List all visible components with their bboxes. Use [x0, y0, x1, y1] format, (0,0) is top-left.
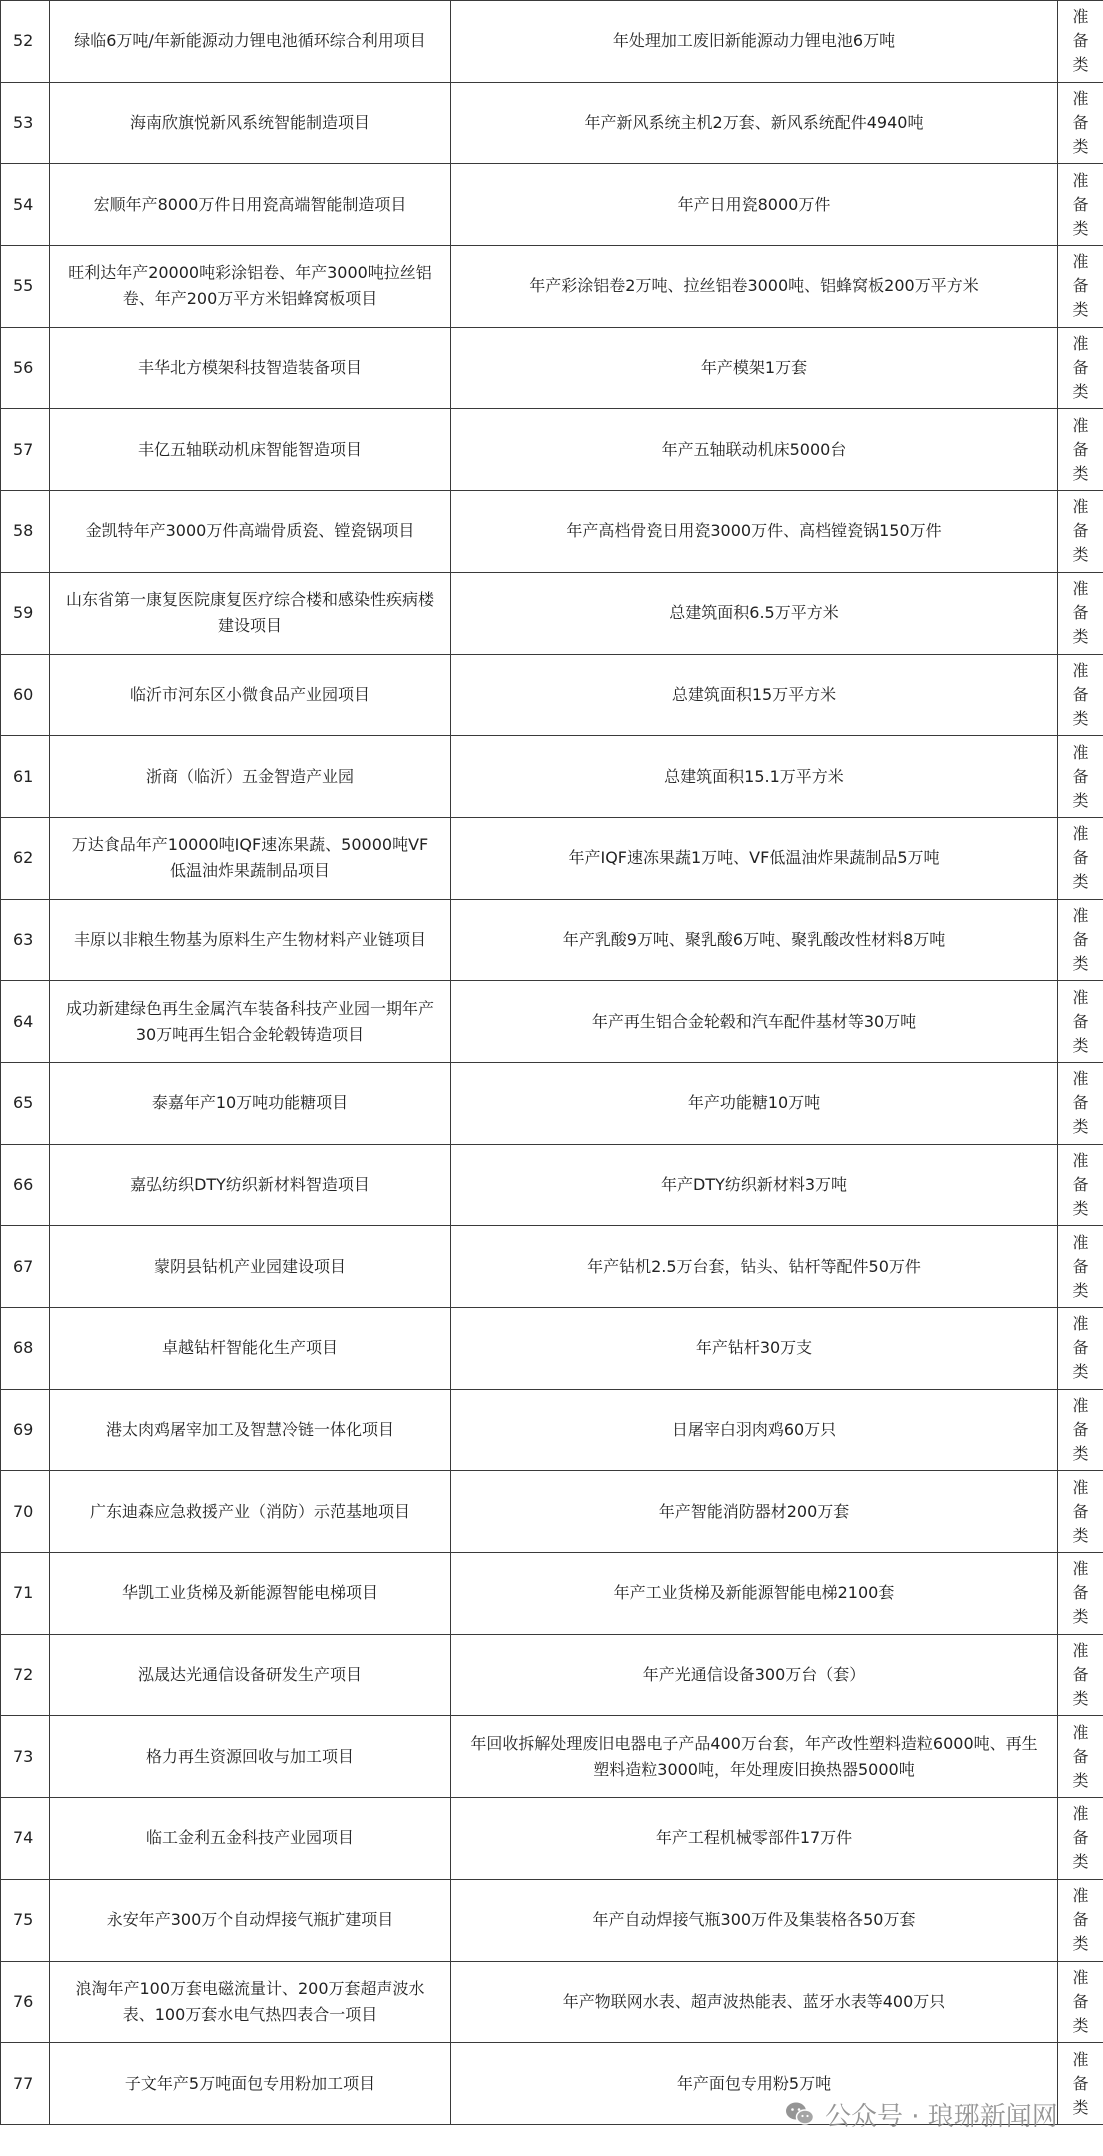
table-row — [1, 491, 1103, 573]
category-label: 准备类 — [1072, 1150, 1089, 1218]
project-name: 蒙阴县钻机产业园建设项目 — [50, 1226, 451, 1308]
row-number: 68 — [1, 1308, 50, 1390]
table-row — [1, 2043, 1103, 2125]
category-label: 准备类 — [1072, 170, 1089, 238]
row-number: 58 — [1, 491, 50, 573]
row-number: 76 — [1, 1961, 50, 2043]
project-name: 绿临6万吨/年新能源动力锂电池循环综合利用项目 — [50, 1, 451, 83]
table-row — [1, 1961, 1103, 2043]
construction-content: 年产工业货梯及新能源智能电梯2100套 — [451, 1553, 1058, 1635]
category-label: 准备类 — [1072, 660, 1089, 728]
project-category — [1058, 1798, 1103, 1880]
category-label: 准备类 — [1072, 2049, 1089, 2117]
table-row — [1, 654, 1103, 736]
row-number: 57 — [1, 409, 50, 491]
project-category — [1058, 164, 1103, 246]
construction-content: 年产钻机2.5万台套，钻头、钻杆等配件50万件 — [451, 1226, 1058, 1308]
project-name: 卓越钻杆智能化生产项目 — [50, 1308, 451, 1390]
row-number: 67 — [1, 1226, 50, 1308]
project-category — [1058, 246, 1103, 328]
row-number: 64 — [1, 981, 50, 1063]
construction-content: 年产物联网水表、超声波热能表、蓝牙水表等400万只 — [451, 1961, 1058, 2043]
construction-content: 年产彩涂铝卷2万吨、拉丝铝卷3000吨、铝蜂窝板200万平方米 — [451, 246, 1058, 328]
category-label: 准备类 — [1072, 1559, 1089, 1627]
table-row — [1, 1634, 1103, 1716]
table-row — [1, 1, 1103, 83]
project-name: 临工金利五金科技产业园项目 — [50, 1798, 451, 1880]
table-row — [1, 981, 1103, 1063]
construction-content: 年产钻杆30万支 — [451, 1308, 1058, 1390]
project-name: 泓晟达光通信设备研发生产项目 — [50, 1634, 451, 1716]
project-name: 永安年产300万个自动焊接气瓶扩建项目 — [50, 1879, 451, 1961]
table-row — [1, 572, 1103, 654]
project-category — [1058, 817, 1103, 899]
row-number: 62 — [1, 817, 50, 899]
project-name: 丰华北方模架科技智造装备项目 — [50, 327, 451, 409]
project-name: 浙商（临沂）五金智造产业园 — [50, 736, 451, 818]
table-row — [1, 409, 1103, 491]
project-name: 万达食品年产10000吨IQF速冻果蔬、50000吨VF低温油炸果蔬制品项目 — [50, 817, 451, 899]
category-label: 准备类 — [1072, 334, 1089, 402]
row-number: 60 — [1, 654, 50, 736]
row-number: 71 — [1, 1553, 50, 1635]
row-number: 53 — [1, 82, 50, 164]
watermark-text: 公众号 · 琅琊新闻网 — [825, 2101, 1058, 2132]
project-name: 山东省第一康复医院康复医疗综合楼和感染性疾病楼建设项目 — [50, 572, 451, 654]
row-number: 74 — [1, 1798, 50, 1880]
category-label: 准备类 — [1072, 1314, 1089, 1382]
row-number: 73 — [1, 1716, 50, 1798]
category-label: 准备类 — [1072, 89, 1089, 157]
table-row — [1, 1716, 1103, 1798]
construction-content: 年产五轴联动机床5000台 — [451, 409, 1058, 491]
construction-content: 年产自动焊接气瓶300万件及集装格各50万套 — [451, 1879, 1058, 1961]
construction-content: 年产面包专用粉5万吨 — [451, 2043, 1058, 2125]
project-category — [1058, 1553, 1103, 1635]
construction-content: 日屠宰白羽肉鸡60万只 — [451, 1389, 1058, 1471]
project-category — [1058, 1634, 1103, 1716]
category-label: 准备类 — [1072, 1477, 1089, 1545]
category-label: 准备类 — [1072, 742, 1089, 810]
project-name: 子文年产5万吨面包专用粉加工项目 — [50, 2043, 451, 2125]
construction-content: 年产工程机械零部件17万件 — [451, 1798, 1058, 1880]
construction-content: 年产智能消防器材200万套 — [451, 1471, 1058, 1553]
table-body — [1, 1, 1103, 2125]
category-label: 准备类 — [1072, 497, 1089, 565]
project-name: 成功新建绿色再生金属汽车装备科技产业园一期年产30万吨再生铝合金轮毂铸造项目 — [50, 981, 451, 1063]
row-number: 52 — [1, 1, 50, 83]
construction-content: 年产光通信设备300万台（套） — [451, 1634, 1058, 1716]
table-row — [1, 899, 1103, 981]
row-number: 63 — [1, 899, 50, 981]
construction-content: 总建筑面积6.5万平方米 — [451, 572, 1058, 654]
project-name: 嘉弘纺织DTY纺织新材料智造项目 — [50, 1144, 451, 1226]
project-category — [1058, 409, 1103, 491]
table-row — [1, 1144, 1103, 1226]
category-label: 准备类 — [1072, 7, 1089, 75]
project-category — [1058, 1471, 1103, 1553]
project-name: 泰嘉年产10万吨功能糖项目 — [50, 1062, 451, 1144]
row-number: 70 — [1, 1471, 50, 1553]
project-category — [1058, 1716, 1103, 1798]
table-row — [1, 1308, 1103, 1390]
row-number: 69 — [1, 1389, 50, 1471]
project-category — [1058, 1308, 1103, 1390]
project-category — [1058, 2043, 1103, 2125]
project-category — [1058, 736, 1103, 818]
construction-content: 年产高档骨瓷日用瓷3000万件、高档镗瓷锅150万件 — [451, 491, 1058, 573]
project-name: 海南欣旗悦新风系统智能制造项目 — [50, 82, 451, 164]
project-name: 丰原以非粮生物基为原料生产生物材料产业链项目 — [50, 899, 451, 981]
project-name: 旺利达年产20000吨彩涂铝卷、年产3000吨拉丝铝卷、年产200万平方米铝蜂窝板项目 — [50, 246, 451, 328]
category-label: 准备类 — [1072, 1396, 1089, 1464]
category-label: 准备类 — [1072, 579, 1089, 647]
project-name: 华凯工业货梯及新能源智能电梯项目 — [50, 1553, 451, 1635]
row-number: 54 — [1, 164, 50, 246]
row-number: 65 — [1, 1062, 50, 1144]
row-number: 72 — [1, 1634, 50, 1716]
project-name: 港太肉鸡屠宰加工及智慧冷链一体化项目 — [50, 1389, 451, 1471]
category-label: 准备类 — [1072, 415, 1089, 483]
construction-content: 年回收拆解处理废旧电器电子产品400万台套，年产改性塑料造粒6000吨、再生塑料造粒3000吨，年处理废旧换热器5000吨 — [451, 1716, 1058, 1798]
table-row — [1, 1553, 1103, 1635]
construction-content: 年产乳酸9万吨、聚乳酸6万吨、聚乳酸改性材料8万吨 — [451, 899, 1058, 981]
project-category — [1058, 1389, 1103, 1471]
table-row — [1, 1879, 1103, 1961]
project-category — [1058, 1144, 1103, 1226]
table-row — [1, 327, 1103, 409]
construction-content: 年产日用瓷8000万件 — [451, 164, 1058, 246]
project-category — [1058, 491, 1103, 573]
construction-content: 年产IQF速冻果蔬1万吨、VF低温油炸果蔬制品5万吨 — [451, 817, 1058, 899]
row-number: 55 — [1, 246, 50, 328]
row-number: 59 — [1, 572, 50, 654]
project-name: 浪淘年产100万套电磁流量计、200万套超声波水表、100万套水电气热四表合一项目 — [50, 1961, 451, 2043]
table-row — [1, 817, 1103, 899]
construction-content: 年处理加工废旧新能源动力锂电池6万吨 — [451, 1, 1058, 83]
project-category — [1058, 1961, 1103, 2043]
construction-content: 总建筑面积15.1万平方米 — [451, 736, 1058, 818]
construction-content: 总建筑面积15万平方米 — [451, 654, 1058, 736]
row-number: 75 — [1, 1879, 50, 1961]
table-row — [1, 246, 1103, 328]
project-name: 格力再生资源回收与加工项目 — [50, 1716, 451, 1798]
project-name: 金凯特年产3000万件高端骨质瓷、镗瓷锅项目 — [50, 491, 451, 573]
category-label: 准备类 — [1072, 905, 1089, 973]
row-number: 56 — [1, 327, 50, 409]
project-category — [1058, 1879, 1103, 1961]
table-row — [1, 1062, 1103, 1144]
category-label: 准备类 — [1072, 1069, 1089, 1137]
table-row — [1, 1798, 1103, 1880]
table-row — [1, 1389, 1103, 1471]
category-label: 准备类 — [1072, 1641, 1089, 1709]
project-category — [1058, 572, 1103, 654]
category-label: 准备类 — [1072, 1804, 1089, 1872]
table-row — [1, 82, 1103, 164]
category-label: 准备类 — [1072, 987, 1089, 1055]
table-row — [1, 164, 1103, 246]
category-label: 准备类 — [1072, 1967, 1089, 2035]
project-name: 丰亿五轴联动机床智能智造项目 — [50, 409, 451, 491]
project-name: 宏顺年产8000万件日用瓷高端智能制造项目 — [50, 164, 451, 246]
category-label: 准备类 — [1072, 1722, 1089, 1790]
project-category — [1058, 1226, 1103, 1308]
construction-content: 年产功能糖10万吨 — [451, 1062, 1058, 1144]
table-row — [1, 1471, 1103, 1553]
construction-content: 年产再生铝合金轮毂和汽车配件基材等30万吨 — [451, 981, 1058, 1063]
row-number: 61 — [1, 736, 50, 818]
project-category — [1058, 899, 1103, 981]
project-category — [1058, 327, 1103, 409]
construction-content: 年产模架1万套 — [451, 327, 1058, 409]
project-category — [1058, 82, 1103, 164]
construction-content: 年产DTY纺织新材料3万吨 — [451, 1144, 1058, 1226]
table-row — [1, 736, 1103, 818]
project-category — [1058, 1, 1103, 83]
project-name: 临沂市河东区小微食品产业园项目 — [50, 654, 451, 736]
row-number: 66 — [1, 1144, 50, 1226]
project-category — [1058, 981, 1103, 1063]
category-label: 准备类 — [1072, 1232, 1089, 1300]
construction-content: 年产新风系统主机2万套、新风系统配件4940吨 — [451, 82, 1058, 164]
category-label: 准备类 — [1072, 252, 1089, 320]
project-category — [1058, 654, 1103, 736]
project-name: 广东迪森应急救援产业（消防）示范基地项目 — [50, 1471, 451, 1553]
row-number: 77 — [1, 2043, 50, 2125]
project-category — [1058, 1062, 1103, 1144]
table-row — [1, 1226, 1103, 1308]
category-label: 准备类 — [1072, 824, 1089, 892]
category-label: 准备类 — [1072, 1886, 1089, 1954]
